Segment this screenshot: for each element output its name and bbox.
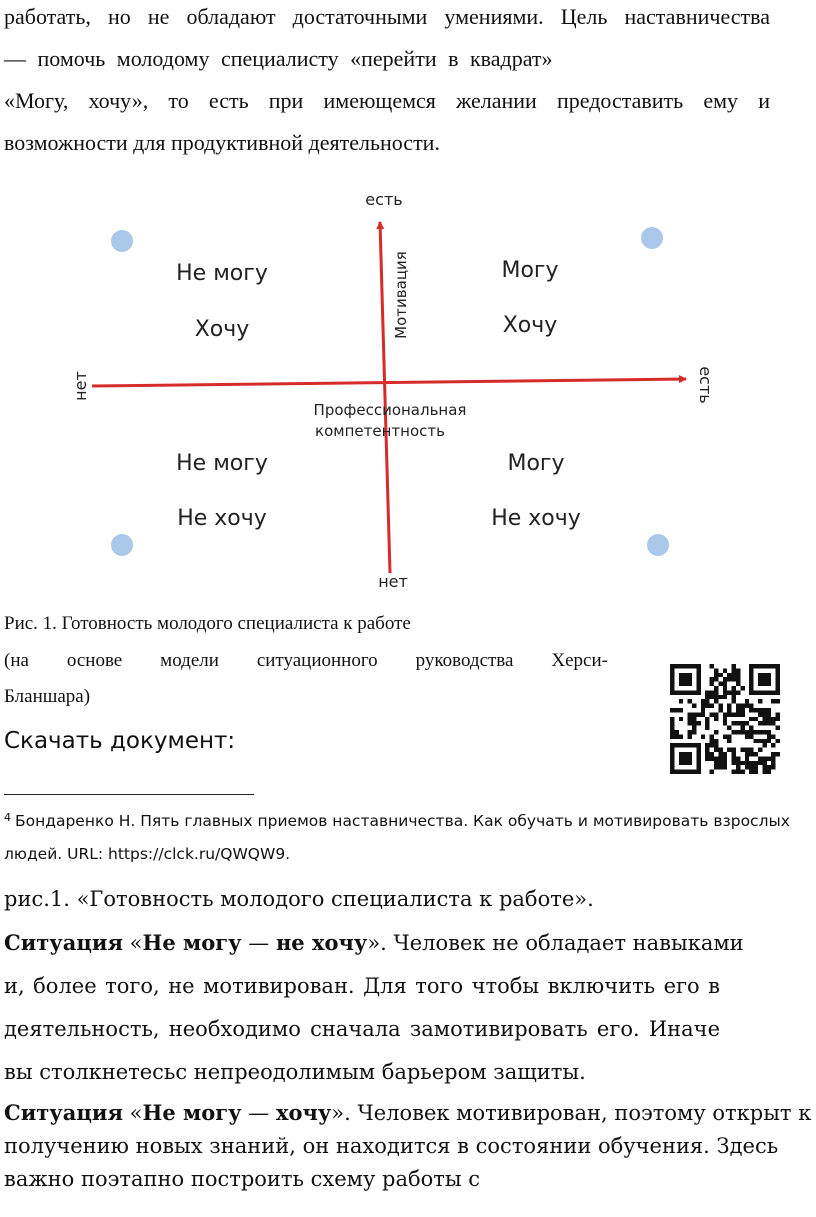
axis-right-label: есть <box>696 366 715 404</box>
intro-line-2: — помочь молодому специалисту «перейти в квадрат» <box>4 46 553 71</box>
quadrant-top-right-line-2: Хочу <box>502 313 558 338</box>
competence-motivation-diagram <box>0 180 816 595</box>
footnote-mark: 4 <box>4 811 11 824</box>
situation-2-open-quote: « <box>122 1101 143 1125</box>
situation-1-rest: ». Человек не обладает навыками <box>367 931 744 955</box>
situation-1-line-1 <box>4 928 744 958</box>
situation-1-dash: — <box>241 931 276 955</box>
situation-1-word: Ситуация <box>4 930 123 955</box>
figure-caption-line-2: (на основе модели ситуационного руководства Херси- <box>4 650 608 671</box>
quadrant-bottom-right-line-1: Могу <box>507 451 565 476</box>
motivation-axis <box>380 222 390 573</box>
download-label[interactable]: Скачать документ: <box>4 728 236 754</box>
dot-bottom-right <box>647 534 669 556</box>
qr-code-icon[interactable] <box>670 664 780 774</box>
situation-2-cannot: Не могу <box>142 1100 242 1125</box>
situation-1-cannot: Не могу <box>142 930 242 955</box>
figure-caption-line-1: Рис. 1. Готовность молодого специалиста к работе <box>4 613 411 634</box>
quadrant-top-left-line-1: Не могу <box>176 261 268 286</box>
dot-top-left <box>111 230 133 252</box>
motivation-axis-label: Мотивация <box>392 251 410 339</box>
quadrant-bottom-right-line-2: Не хочу <box>491 506 581 531</box>
competence-axis <box>92 379 686 386</box>
figure-reference: рис.1. «Готовность молодого специалиста к работе». <box>4 887 594 911</box>
competence-axis-label-line-2: компетентность <box>315 422 445 440</box>
axis-bottom-label: нет <box>378 572 408 591</box>
footnote-line-2: людей. URL: https://clck.ru/QWQW9. <box>4 845 291 863</box>
situation-1-dont-want: не хочу <box>275 930 368 955</box>
situation-2-rest: ». Человек мотивирован, поэтому открыт к <box>331 1101 812 1125</box>
footnote-divider <box>4 794 254 795</box>
intro-line-3: «Могу, хочу», то есть при имеющемся желании предоставить ему и <box>4 88 770 113</box>
quadrant-top-right-line-1: Могу <box>501 258 559 283</box>
footnote-line-1 <box>4 808 790 831</box>
quadrant-bottom-left-line-2: Не хочу <box>177 506 267 531</box>
situation-2-dash: — <box>241 1101 276 1125</box>
quadrant-top-left-line-2: Хочу <box>194 317 250 342</box>
situation-2-word: Ситуация <box>4 1100 123 1125</box>
figure-caption-line-3: Бланшара) <box>4 686 91 707</box>
situation-2-line-1 <box>4 1098 811 1128</box>
situation-1-line-3: деятельность, необходимо сначала замотивировать его. Иначе <box>4 1017 720 1041</box>
situation-1-line-2: и, более того, не мотивирован. Для того чтобы включить его в <box>4 974 720 998</box>
situation-1-line-4: вы столкнетесьс непреодолимым барьером защиты. <box>4 1060 586 1084</box>
intro-line-1: работать, но не обладают достаточными умениями. Цель наставничества <box>4 4 770 29</box>
footnote-text-1: Бондаренко Н. Пять главных приемов наставничества. Как обучать и мотивировать взрослых <box>15 812 790 830</box>
situation-1-open-quote: « <box>122 931 143 955</box>
situation-2-line-2: получению новых знаний, он находится в состоянии обучения. Здесь <box>4 1134 779 1158</box>
situation-2-want: хочу <box>275 1100 332 1125</box>
dot-top-right <box>641 227 663 249</box>
intro-line-4: возможности для продуктивной деятельности. <box>4 130 440 155</box>
axis-left-label: нет <box>71 371 90 401</box>
competence-axis-label-line-1: Профессиональная <box>313 401 467 419</box>
quadrant-bottom-left-line-1: Не могу <box>176 451 268 476</box>
dot-bottom-left <box>111 534 133 556</box>
situation-2-line-3: важно поэтапно построить схему работы с <box>4 1167 481 1191</box>
axis-top-label: есть <box>365 190 403 209</box>
